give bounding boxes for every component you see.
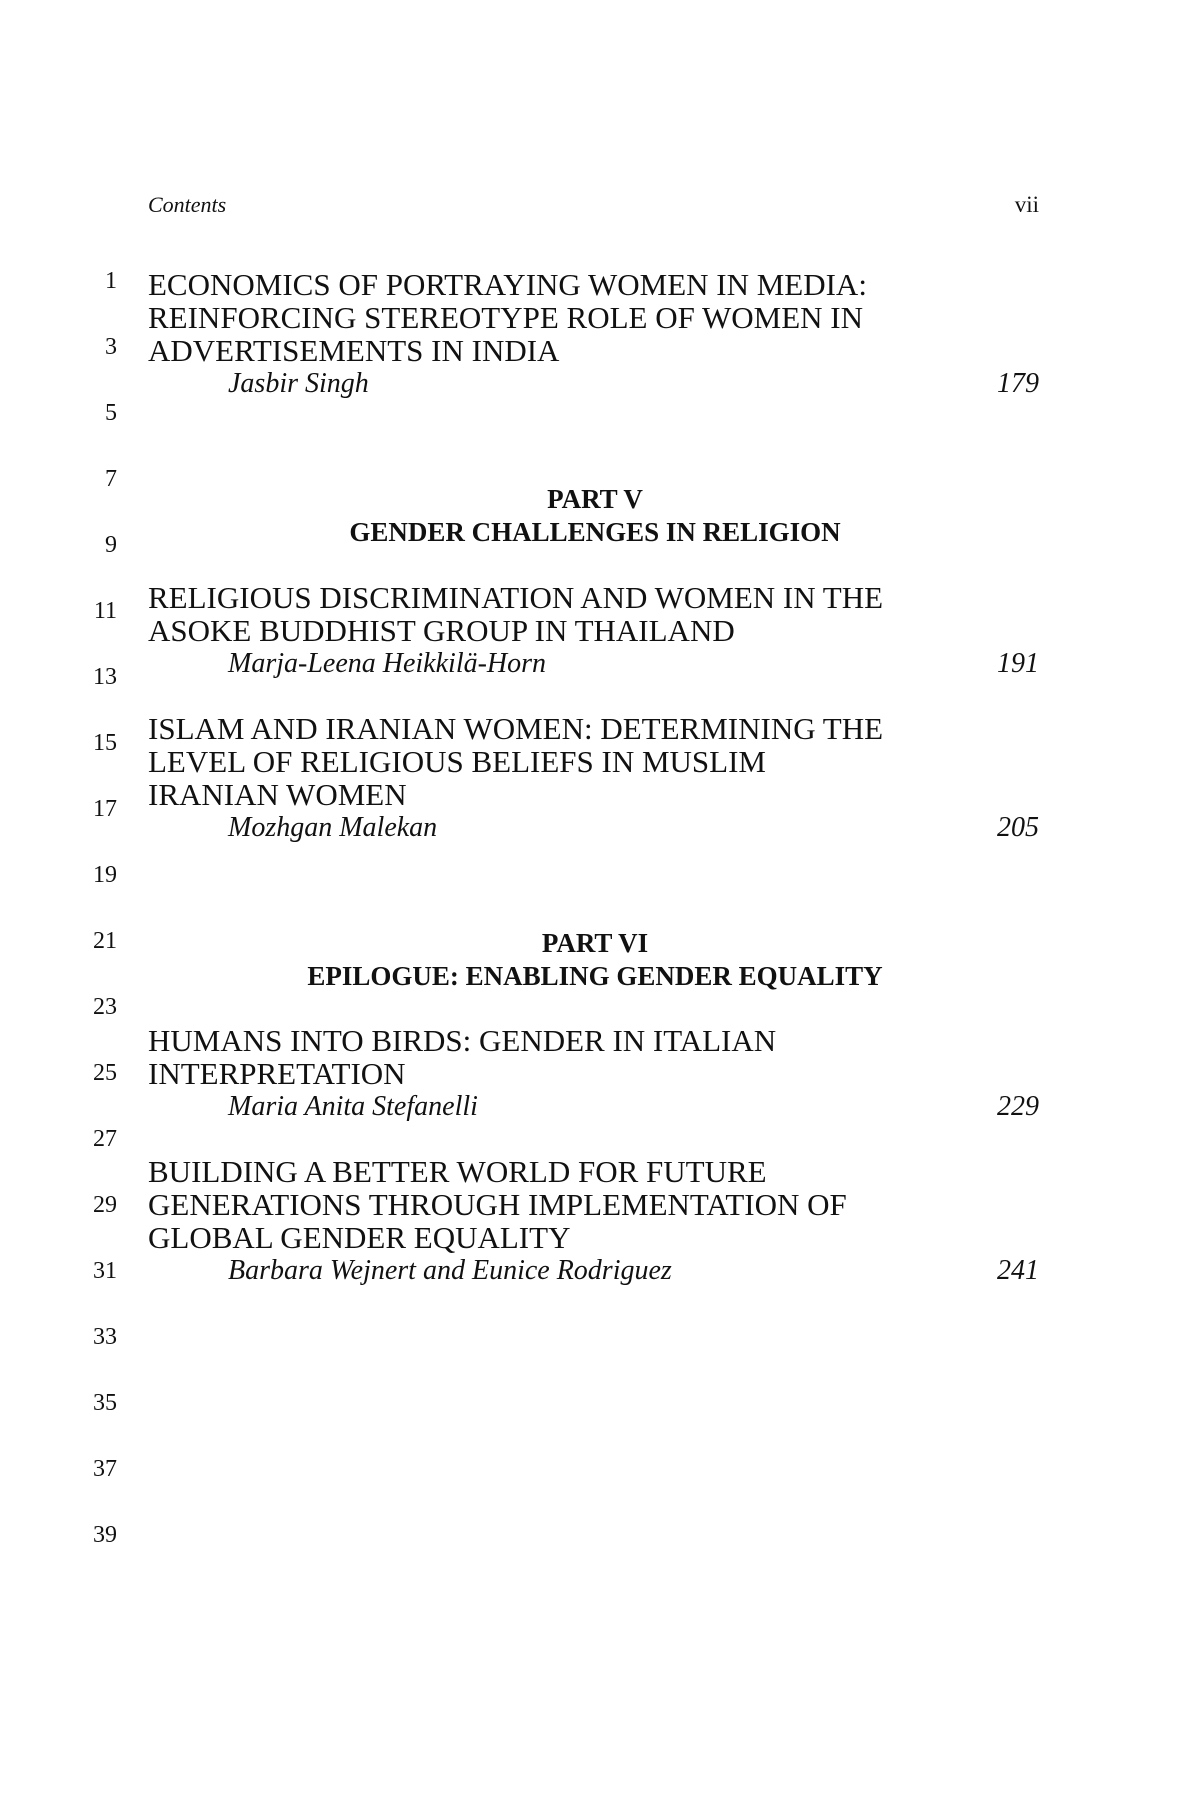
page-number: vii bbox=[1014, 192, 1039, 217]
part-label: PART VI bbox=[541, 928, 649, 958]
line-number: 15 bbox=[93, 730, 117, 756]
line-number: 13 bbox=[93, 664, 117, 690]
line-number: 23 bbox=[93, 994, 117, 1020]
chapter-title-line: REINFORCING STEREOTYPE ROLE OF WOMEN IN bbox=[148, 300, 864, 335]
line-number: 25 bbox=[93, 1060, 117, 1086]
chapter-title-line: IRANIAN WOMEN bbox=[148, 777, 407, 812]
chapter-page: 191 bbox=[997, 648, 1039, 679]
line-number: 5 bbox=[105, 400, 117, 426]
chapter-title-line: BUILDING A BETTER WORLD FOR FUTURE bbox=[148, 1154, 767, 1189]
line-number: 37 bbox=[93, 1456, 117, 1482]
chapter-title-line: INTERPRETATION bbox=[148, 1056, 406, 1091]
part-label: PART V bbox=[547, 484, 643, 514]
line-number: 29 bbox=[93, 1192, 117, 1218]
chapter-page: 241 bbox=[997, 1255, 1039, 1286]
line-number: 7 bbox=[105, 466, 117, 492]
line-number: 1 bbox=[105, 268, 117, 294]
running-head: Contents bbox=[148, 192, 227, 217]
chapter-author: Barbara Wejnert and Eunice Rodriguez bbox=[228, 1255, 672, 1286]
chapter-title-line: RELIGIOUS DISCRIMINATION AND WOMEN IN THE bbox=[148, 580, 884, 615]
chapter-page: 179 bbox=[997, 368, 1039, 399]
line-number: 39 bbox=[93, 1522, 117, 1548]
chapter-author: Marja-Leena Heikkilä-Horn bbox=[228, 648, 547, 679]
line-number: 33 bbox=[93, 1324, 117, 1350]
line-number: 9 bbox=[105, 532, 117, 558]
chapter-author: Jasbir Singh bbox=[228, 368, 369, 399]
chapter-author: Maria Anita Stefanelli bbox=[228, 1091, 478, 1122]
chapter-title-line: HUMANS INTO BIRDS: GENDER IN ITALIAN bbox=[148, 1023, 777, 1058]
line-number: 31 bbox=[93, 1258, 117, 1284]
chapter-title-line: GENERATIONS THROUGH IMPLEMENTATION OF bbox=[148, 1187, 847, 1222]
line-number: 35 bbox=[93, 1390, 117, 1416]
line-number: 19 bbox=[93, 862, 117, 888]
line-number: 21 bbox=[93, 928, 117, 954]
chapter-title-line: ASOKE BUDDHIST GROUP IN THAILAND bbox=[148, 613, 735, 648]
line-number: 3 bbox=[105, 334, 117, 360]
chapter-title-line: LEVEL OF RELIGIOUS BELIEFS IN MUSLIM bbox=[148, 744, 766, 779]
chapter-title-line: ECONOMICS OF PORTRAYING WOMEN IN MEDIA: bbox=[148, 267, 867, 302]
chapter-page: 205 bbox=[997, 812, 1039, 843]
chapter-title-line: ISLAM AND IRANIAN WOMEN: DETERMINING THE bbox=[148, 711, 884, 746]
line-number: 11 bbox=[93, 598, 117, 624]
line-number: 27 bbox=[93, 1126, 117, 1152]
part-title: GENDER CHALLENGES IN RELIGION bbox=[349, 517, 841, 547]
line-number: 17 bbox=[93, 796, 117, 822]
chapter-author: Mozhgan Malekan bbox=[228, 812, 438, 843]
chapter-title-line: GLOBAL GENDER EQUALITY bbox=[148, 1220, 571, 1255]
chapter-title-line: ADVERTISEMENTS IN INDIA bbox=[148, 333, 560, 368]
part-title: EPILOGUE: ENABLING GENDER EQUALITY bbox=[307, 961, 883, 991]
chapter-page: 229 bbox=[997, 1091, 1039, 1122]
